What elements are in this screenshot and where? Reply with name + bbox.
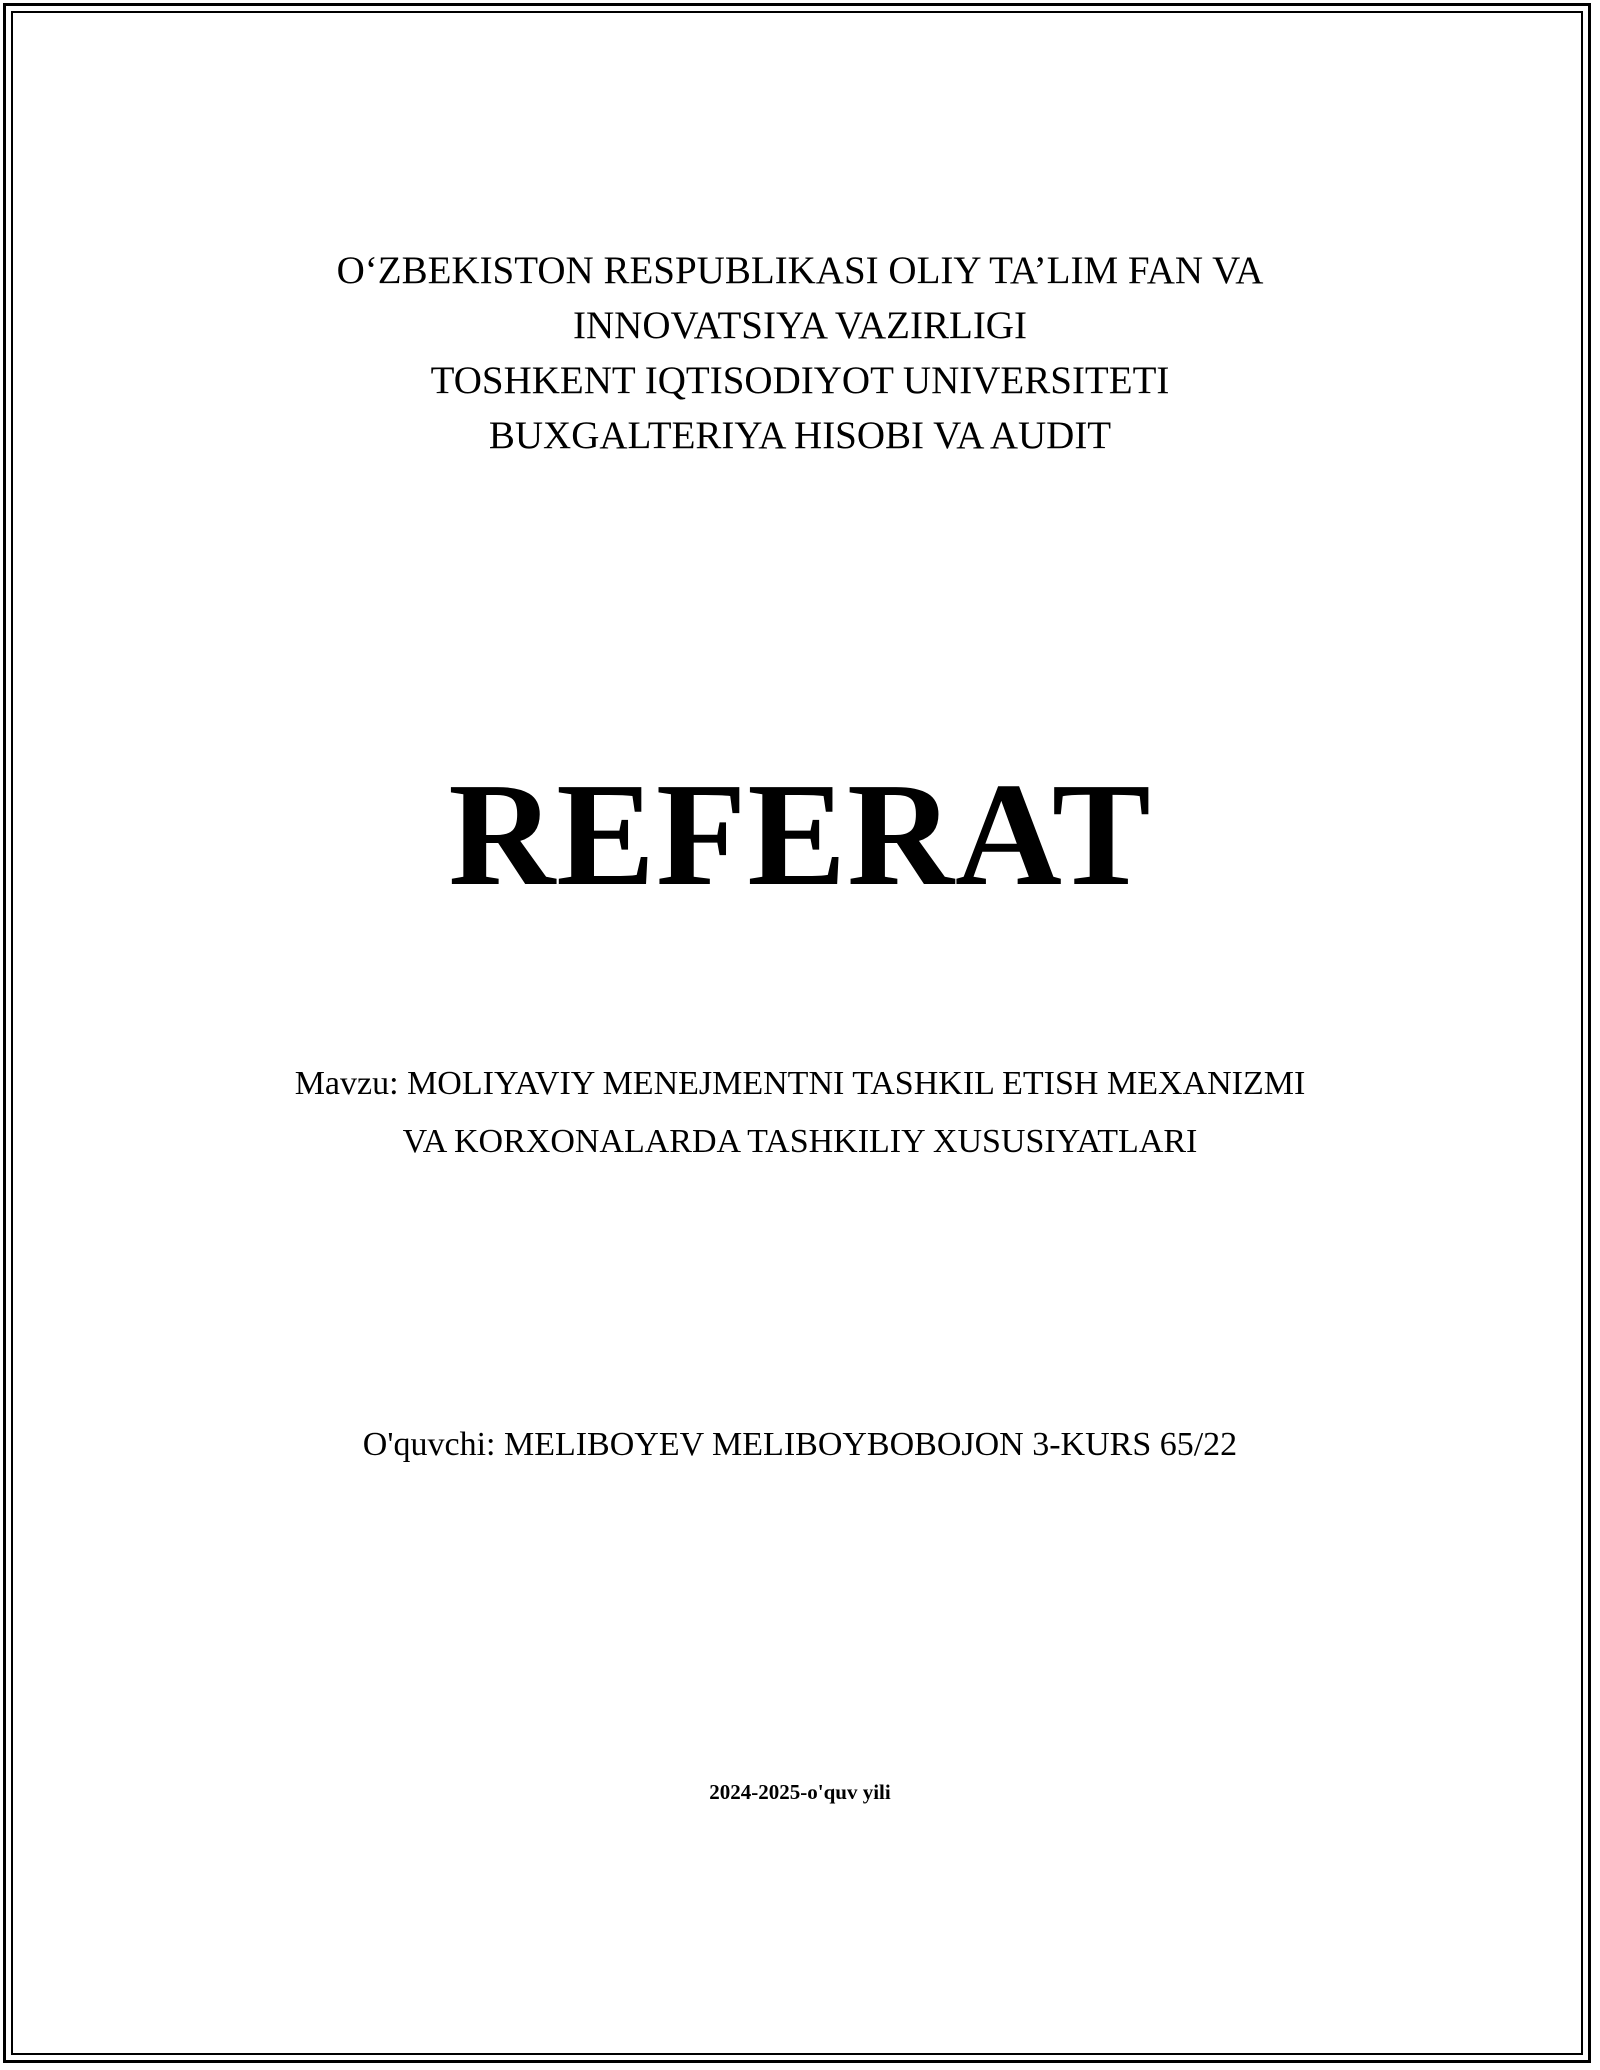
topic-line-1: Mavzu: MOLIYAVIY MENEJMENTNI TASHKIL ETISH MEXANIZMI xyxy=(294,1065,1306,1102)
header-line-university: TOSHKENT IQTISODIYOT UNIVERSITETI xyxy=(430,359,1170,402)
header-line-ministry: O‘ZBEKISTON RESPUBLIKASI OLIY TA’LIM FAN VA xyxy=(336,249,1264,292)
ministry-header xyxy=(0,243,1600,463)
topic-block xyxy=(0,1055,1600,1171)
header-line-ministry-cont: INNOVATSIYA VAZIRLIGI xyxy=(573,304,1027,347)
academic-year: 2024-2025-o'quv yili xyxy=(709,1780,891,1804)
topic-line-2: VA KORXONALARDA TASHKILIY XUSUSIYATLARI xyxy=(402,1123,1198,1160)
document-title: REFERAT xyxy=(448,753,1152,917)
header-line-department: BUXGALTERIYA HISOBI VA AUDIT xyxy=(488,414,1112,457)
student-info: O'quvchi: MELIBOYEV MELIBOYBOBOJON 3-KURS 65/22 xyxy=(362,1426,1238,1463)
